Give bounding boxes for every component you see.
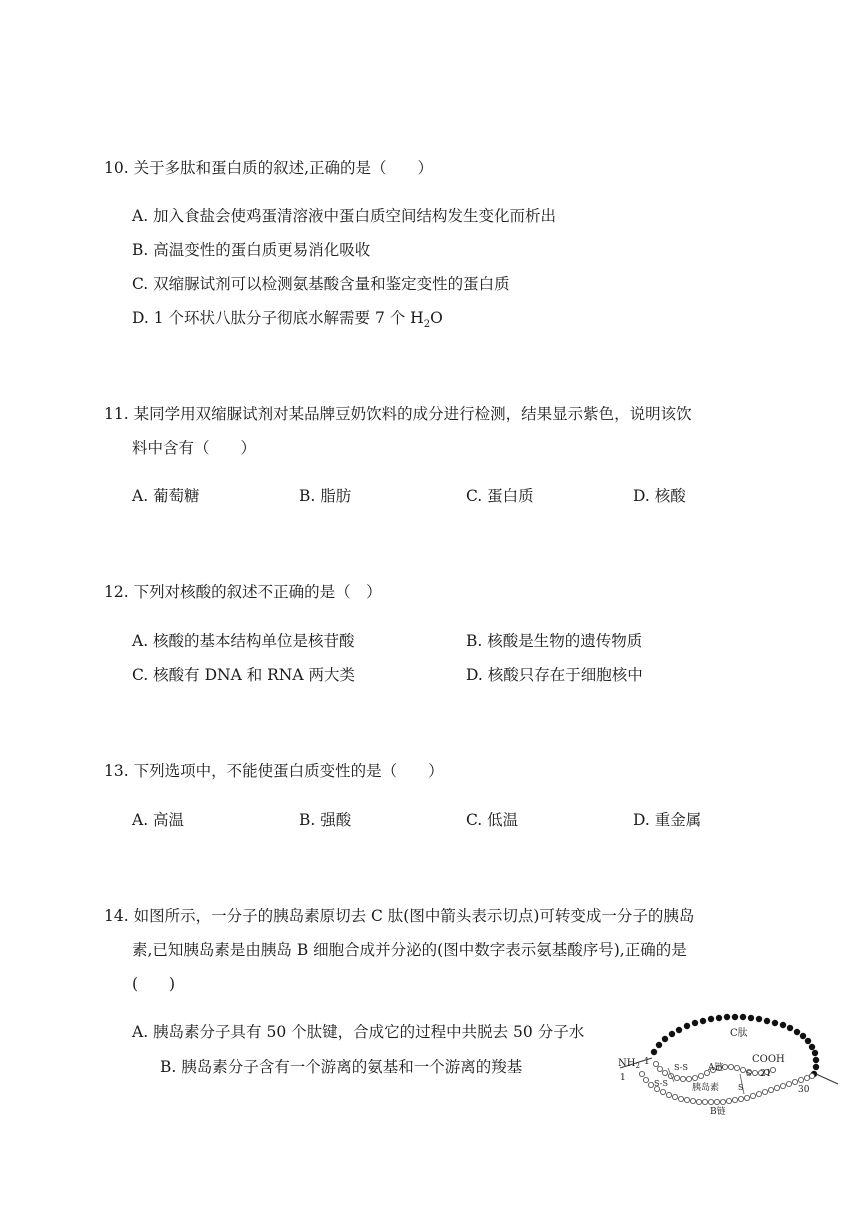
q14-option-a: A. 胰岛素分子具有 50 个肽键，合成它的过程中共脱去 50 分子水 <box>132 1023 585 1041</box>
q10-option-d-post: O <box>430 309 443 327</box>
label-ss-3: S <box>738 1083 744 1092</box>
q10-option-c: C. 双缩脲试剂可以检测氨基酸含量和鉴定变性的蛋白质 <box>132 275 510 293</box>
q10-option-d-sub: 2 <box>423 319 431 331</box>
label-n30: 30 <box>798 1085 810 1095</box>
q12-option-b: B. 核酸是生物的遗传物质 <box>466 632 643 650</box>
label-c-peptide: C肽 <box>730 1028 748 1039</box>
q10-option-d <box>132 308 443 335</box>
label-n21: 21 <box>760 1069 772 1079</box>
q12-option-a: A. 核酸的基本结构单位是核苷酸 <box>132 632 355 650</box>
q10-option-d-text: D. 1 个环状八肽分子彻底水解需要 7 个 H <box>132 309 424 327</box>
q13-stem: 13. 下列选项中，不能使蛋白质变性的是（ ） <box>104 762 444 780</box>
label-ss-2: S <box>746 1069 752 1078</box>
q10-option-b: B. 高温变性的蛋白质更易消化吸收 <box>132 241 371 259</box>
label-a-chain: A链 <box>708 1063 724 1073</box>
cut-arrow-right <box>816 1074 838 1084</box>
q11-option-a: A. 葡萄糖 <box>132 487 200 505</box>
q13-option-a: A. 高温 <box>132 811 185 829</box>
label-nh2 <box>618 1058 640 1070</box>
q13-option-c: C. 低温 <box>466 811 519 829</box>
q12-option-d: D. 核酸只存在于细胞核中 <box>466 666 643 684</box>
q10-option-a: A. 加入食盐会使鸡蛋清溶液中蛋白质空间结构发生变化而析出 <box>132 207 557 225</box>
label-cooh: COOH <box>752 1054 785 1065</box>
q14-option-b: B. 胰岛素分子含有一个游离的氨基和一个游离的羧基 <box>160 1058 523 1076</box>
q11-stem-line1: 11. 某同学用双缩脲试剂对某品牌豆奶饮料的成分进行检测，结果显示紫色，说明该饮 <box>104 405 692 423</box>
label-ss-4: S-S <box>654 1079 668 1088</box>
label-nh2-sub: 2 <box>635 1062 640 1070</box>
label-n1-bottom: 1 <box>620 1073 626 1083</box>
label-nh2-text: NH <box>618 1058 636 1069</box>
proinsulin-diagram <box>612 1012 840 1118</box>
q11-option-b: B. 脂肪 <box>299 487 352 505</box>
q11-stem-line2: 料中含有（ ） <box>132 439 257 457</box>
b-chain <box>639 1071 814 1104</box>
label-ss-1: S-S <box>674 1063 688 1072</box>
q14-stem-line3: ( ) <box>132 975 176 993</box>
label-n1-top: 1 <box>644 1057 650 1067</box>
q13-option-d: D. 重金属 <box>633 811 702 829</box>
q12-stem: 12. 下列对核酸的叙述不正确的是（ ） <box>104 583 382 601</box>
q14-stem-line1: 14. 如图所示，一分子的胰岛素原切去 C 肽(图中箭头表示切点)可转变成一分子的胰岛 <box>104 907 695 925</box>
label-b-chain: B链 <box>710 1107 726 1117</box>
q14-stem-line2: 素,已知胰岛素是由胰岛 B 细胞合成并分泌的(图中数字表示氨基酸序号),正确的是 <box>132 941 687 959</box>
q13-option-b: B. 强酸 <box>299 811 352 829</box>
label-insulin: 胰岛素 <box>692 1083 720 1093</box>
q10-stem: 10. 关于多肽和蛋白质的叙述,正确的是（ ） <box>104 159 434 177</box>
q12-option-c: C. 核酸有 DNA 和 RNA 两大类 <box>132 666 355 684</box>
q11-option-d: D. 核酸 <box>633 487 686 505</box>
q11-option-c: C. 蛋白质 <box>466 487 534 505</box>
